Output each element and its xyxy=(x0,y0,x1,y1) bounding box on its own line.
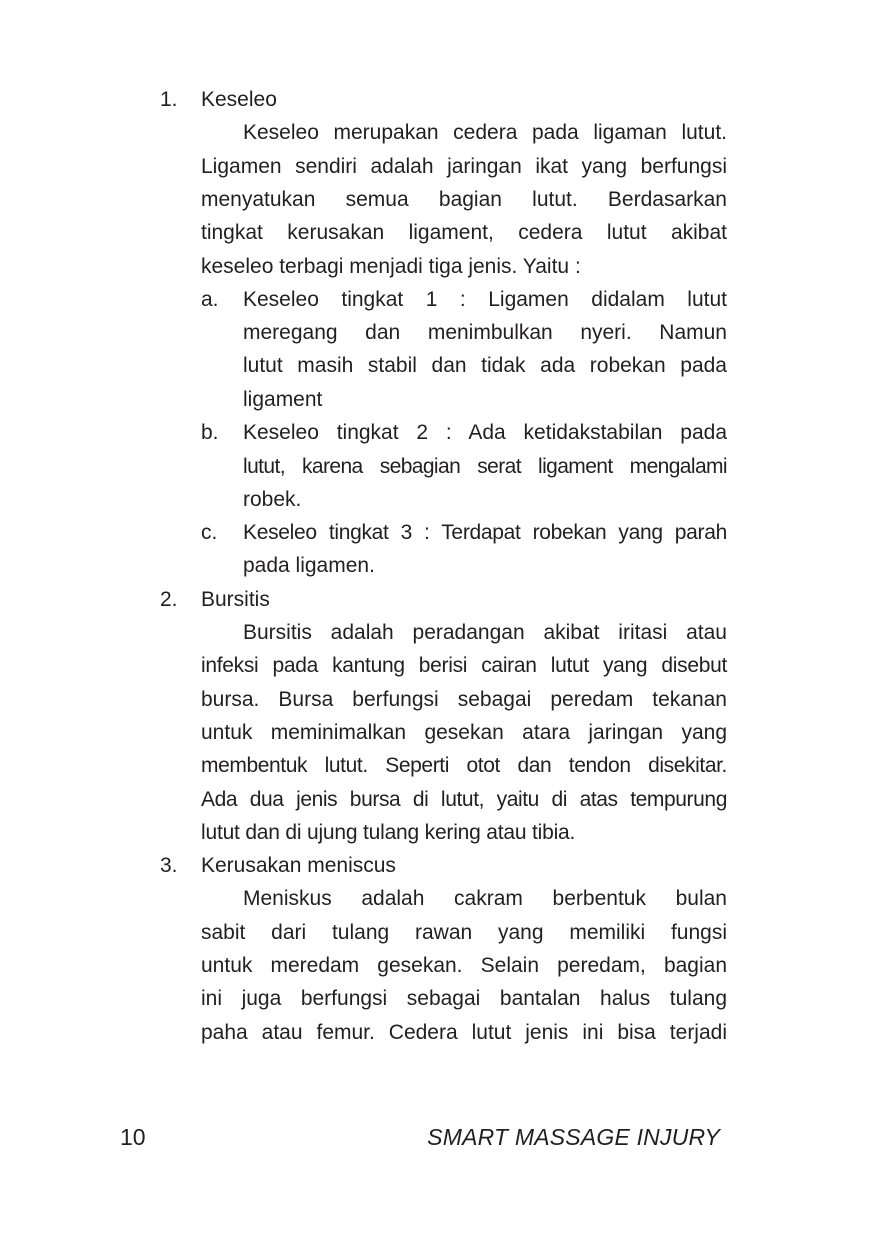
paragraph-line: Meniskus adalah cakram berbentuk bulan xyxy=(243,887,727,910)
subitem-line: Keseleo tingkat 1 : Ligamen didalam lutut xyxy=(243,288,727,311)
section-1-number: 1. xyxy=(160,88,178,111)
subitem-line: meregang dan menimbulkan nyeri. Namun xyxy=(243,321,727,344)
paragraph-line: Ligamen sendiri adalah jaringan ikat yang berfungsi xyxy=(201,155,727,178)
paragraph-line: tingkat kerusakan ligament, cedera lutut akibat xyxy=(201,221,727,244)
paragraph-line: untuk meredam gesekan. Selain peredam, bagian xyxy=(201,954,727,977)
page-number: 10 xyxy=(120,1124,146,1150)
subitem-b-letter: b. xyxy=(201,421,219,444)
paragraph-line: sabit dari tulang rawan yang memiliki fungsi xyxy=(201,921,727,944)
paragraph-line: bursa. Bursa berfungsi sebagai peredam tekanan xyxy=(201,688,727,711)
paragraph-line: menyatukan semua bagian lutut. Berdasarkan xyxy=(201,188,727,211)
paragraph-line: infeksi pada kantung berisi cairan lutut yang disebut xyxy=(201,654,727,677)
paragraph-line: paha atau femur. Cedera lutut jenis ini bisa terjadi xyxy=(201,1021,727,1044)
subitem-line: robek. xyxy=(243,488,302,511)
subitem-line: ligament xyxy=(243,388,323,411)
subitem-line: lutut masih stabil dan tidak ada robekan pada xyxy=(243,354,727,377)
paragraph-line: membentuk lutut. Seperti otot dan tendon disekitar. xyxy=(201,754,727,777)
running-footer-title: SMART MASSAGE INJURY xyxy=(427,1124,720,1150)
section-2-number: 2. xyxy=(160,588,178,611)
paragraph-line: untuk meminimalkan gesekan atara jaringan yang xyxy=(201,721,727,744)
paragraph-line: Keseleo merupakan cedera pada ligaman lutut. xyxy=(243,121,727,144)
subitem-line: lutut, karena sebagian serat ligament mengalami xyxy=(243,455,727,478)
section-1-heading: Keseleo xyxy=(201,88,277,111)
subitem-line: Keseleo tingkat 3 : Terdapat robekan yang parah xyxy=(243,521,727,544)
paragraph-line: keseleo terbagi menjadi tiga jenis. Yaitu : xyxy=(201,255,581,278)
paragraph-line: ini juga berfungsi sebagai bantalan halus tulang xyxy=(201,987,727,1010)
subitem-c-letter: c. xyxy=(201,521,218,544)
paragraph-line: Ada dua jenis bursa di lutut, yaitu di atas tempurung xyxy=(201,788,727,811)
paragraph-line: lutut dan di ujung tulang kering atau tibia. xyxy=(201,821,576,844)
section-3-heading: Kerusakan meniscus xyxy=(201,854,396,877)
section-3-number: 3. xyxy=(160,854,178,877)
subitem-line: Keseleo tingkat 2 : Ada ketidakstabilan pada xyxy=(243,421,727,444)
subitem-a-letter: a. xyxy=(201,288,219,311)
section-2-heading: Bursitis xyxy=(201,588,270,611)
paragraph-line: Bursitis adalah peradangan akibat iritasi atau xyxy=(243,621,727,644)
subitem-line: pada ligamen. xyxy=(243,554,375,577)
